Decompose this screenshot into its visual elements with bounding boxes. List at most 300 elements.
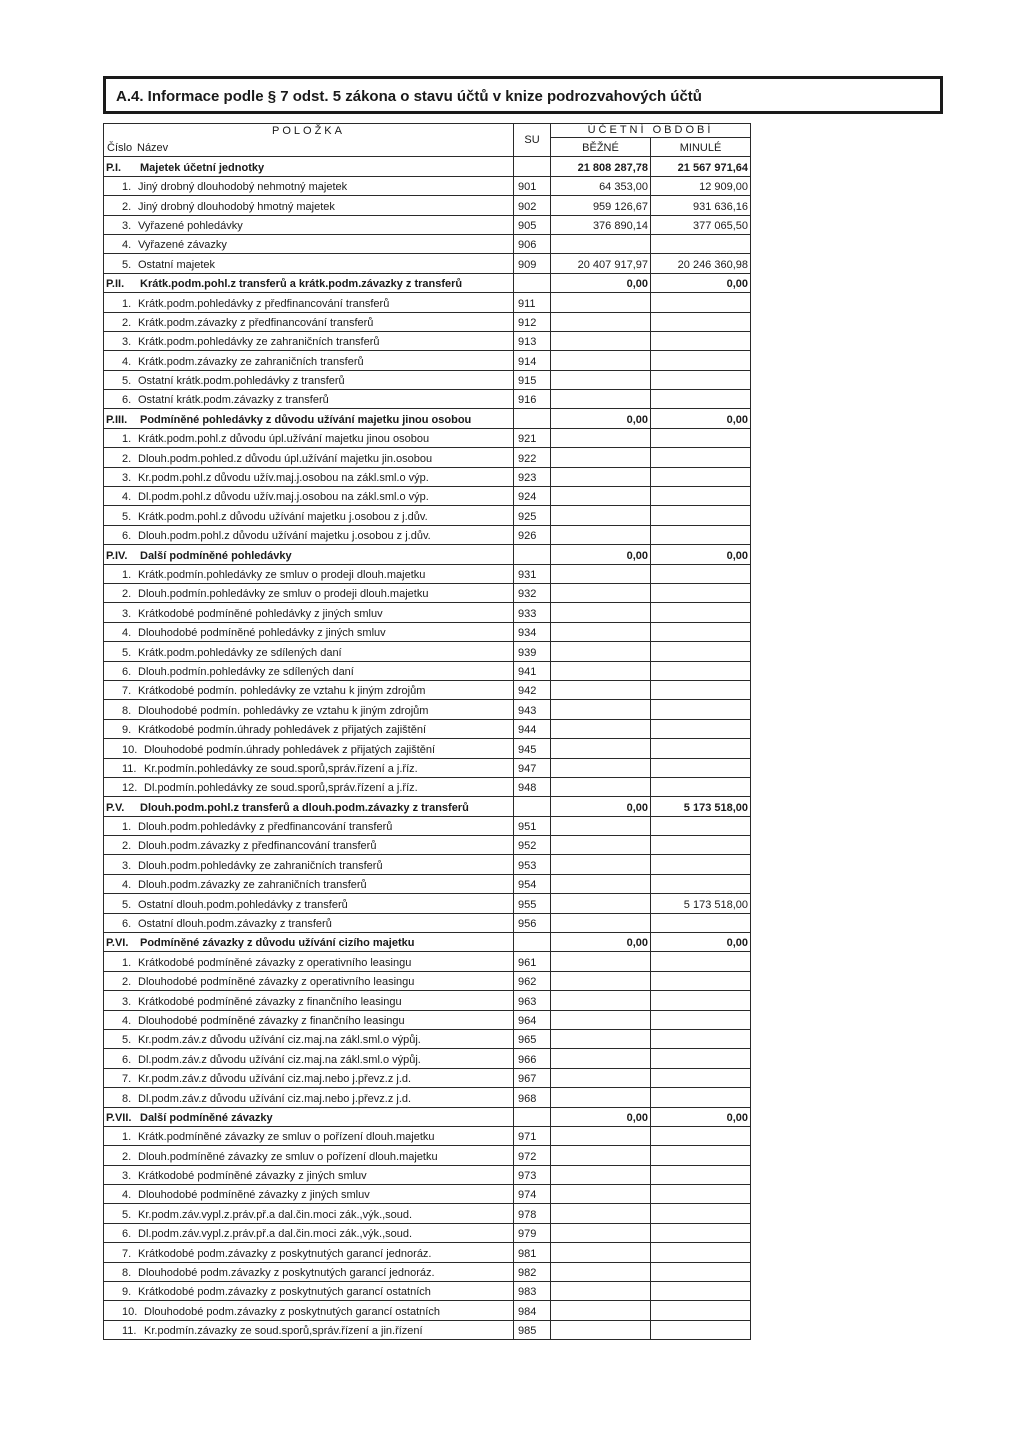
row-item (104, 1068, 514, 1087)
row-label: 5. (122, 898, 132, 911)
row-minule (651, 603, 751, 622)
row-su: 978 (514, 1204, 551, 1223)
row-name: Dlouh.podmín.pohledávky ze sdílených daní (138, 665, 354, 678)
row-bezne (551, 1126, 651, 1145)
table-row (104, 1126, 751, 1145)
row-name: Další podmíněné pohledávky (140, 549, 292, 562)
row-label: 5. (122, 510, 132, 523)
table-row (104, 1262, 751, 1281)
row-minule (651, 1320, 751, 1339)
row-label: 3. (122, 336, 132, 349)
row-bezne (551, 1029, 651, 1048)
row-label: 2. (122, 976, 132, 989)
row-label: 3. (122, 1170, 132, 1183)
row-bezne: 0,00 (551, 409, 651, 428)
row-minule: 5 173 518,00 (651, 797, 751, 816)
row-name: Krátkodobé podmíněné závazky z operativního leasingu (138, 956, 412, 969)
row-bezne (551, 525, 651, 544)
row-bezne (551, 390, 651, 409)
row-minule (651, 1282, 751, 1301)
row-su: 915 (514, 370, 551, 389)
row-bezne (551, 622, 651, 641)
row-item (104, 913, 514, 932)
row-su: 913 (514, 331, 551, 350)
table-row (104, 952, 751, 971)
row-su: 905 (514, 215, 551, 234)
row-su (514, 157, 551, 176)
table-row (104, 739, 751, 758)
row-minule: 5 173 518,00 (651, 894, 751, 913)
row-bezne: 21 808 287,78 (551, 157, 651, 176)
row-label: 7. (122, 1073, 132, 1086)
row-bezne (551, 506, 651, 525)
row-name: Ostatní krátk.podm.pohledávky z transferů (138, 375, 345, 388)
row-item (104, 1126, 514, 1145)
header-su: SU (514, 124, 551, 157)
row-su: 961 (514, 952, 551, 971)
row-name: Jiný drobný dlouhodobý nehmotný majetek (138, 181, 348, 194)
row-item (104, 196, 514, 215)
row-minule: 21 567 971,64 (651, 157, 751, 176)
table-row (104, 1204, 751, 1223)
row-su: 963 (514, 991, 551, 1010)
row-minule (651, 1223, 751, 1242)
row-item (104, 215, 514, 234)
row-minule (651, 390, 751, 409)
table-row (104, 370, 751, 389)
table-row (104, 234, 751, 253)
table-row (104, 603, 751, 622)
row-minule: 0,00 (651, 273, 751, 292)
row-label: 11. (122, 762, 137, 775)
row-bezne (551, 758, 651, 777)
row-name: Dl.podm.záv.vypl.z.práv.př.a dal.čin.moci zák.,výk.,soud. (138, 1228, 413, 1241)
row-su: 985 (514, 1320, 551, 1339)
row-su: 952 (514, 836, 551, 855)
row-name: Dlouhodobé podmíněné závazky z finančního leasingu (138, 1014, 405, 1027)
row-label: 4. (122, 239, 132, 252)
row-name: Dl.podmín.pohledávky ze soud.sporů,správ.řízení a j.říz. (144, 782, 418, 795)
row-label: 3. (122, 859, 132, 872)
table-row (104, 680, 751, 699)
row-item (104, 331, 514, 350)
row-name: Vyřazené pohledávky (138, 219, 243, 232)
row-bezne (551, 1223, 651, 1242)
row-label: 1. (122, 568, 132, 581)
row-minule (651, 583, 751, 602)
row-item (104, 234, 514, 253)
row-su: 906 (514, 234, 551, 253)
row-label: 10. (122, 1305, 138, 1318)
row-su: 981 (514, 1243, 551, 1262)
row-name: Dlouh.podm.pohl.z transferů a dlouh.podm.závazky z transferů (140, 801, 469, 814)
row-bezne (551, 1320, 651, 1339)
row-name: Krátkodobé podmíněné závazky z jiných smluv (138, 1170, 367, 1183)
row-item (104, 952, 514, 971)
table-row (104, 971, 751, 990)
row-bezne (551, 816, 651, 835)
table-row (104, 700, 751, 719)
row-minule (651, 1243, 751, 1262)
row-label: 6. (122, 1053, 132, 1066)
row-minule (651, 506, 751, 525)
row-label: P.VII. (106, 1111, 132, 1124)
row-item (104, 293, 514, 312)
row-minule (651, 370, 751, 389)
row-minule (651, 312, 751, 331)
row-minule (651, 1088, 751, 1107)
row-su: 944 (514, 719, 551, 738)
row-su: 925 (514, 506, 551, 525)
table-row (104, 1301, 751, 1320)
row-name: Dlouhodobé podmín. pohledávky ze vztahu k jiným zdrojům (138, 704, 429, 717)
row-label: 2. (122, 316, 132, 329)
row-su: 967 (514, 1068, 551, 1087)
table-row (104, 816, 751, 835)
row-bezne (551, 700, 651, 719)
row-su: 983 (514, 1282, 551, 1301)
row-name: Krátkodobé podm.závazky z poskytnutých garancí ostatních (138, 1286, 431, 1299)
row-minule (651, 622, 751, 641)
row-item (104, 254, 514, 273)
row-item (104, 176, 514, 195)
row-minule (651, 836, 751, 855)
row-name: Ostatní krátk.podm.závazky z transferů (138, 394, 329, 407)
row-su: 955 (514, 894, 551, 913)
row-bezne (551, 913, 651, 932)
row-bezne (551, 1068, 651, 1087)
row-name: Dl.podm.pohl.z důvodu užív.maj.j.osobou na zákl.sml.o výp. (138, 491, 429, 504)
row-bezne (551, 1243, 651, 1262)
row-name: Kr.podmín.závazky ze soud.sporů,správ.řízení a jin.řízení (144, 1325, 423, 1338)
row-minule (651, 1029, 751, 1048)
row-bezne (551, 1165, 651, 1184)
row-minule (651, 1262, 751, 1281)
row-minule (651, 661, 751, 680)
row-item (104, 506, 514, 525)
row-label: 3. (122, 995, 132, 1008)
row-label: P.VI. (106, 937, 129, 950)
table-row (104, 991, 751, 1010)
row-label: 6. (122, 665, 132, 678)
row-minule (651, 331, 751, 350)
row-item (104, 1088, 514, 1107)
row-bezne: 376 890,14 (551, 215, 651, 234)
row-item (104, 777, 514, 796)
row-su: 924 (514, 487, 551, 506)
row-item (104, 428, 514, 447)
row-label: 4. (122, 627, 132, 640)
table-row (104, 1165, 751, 1184)
row-name: Podmíněné pohledávky z důvodu užívání majetku jinou osobou (140, 413, 472, 426)
row-bezne (551, 855, 651, 874)
table-row (104, 176, 751, 195)
row-minule: 0,00 (651, 1107, 751, 1126)
section-row (104, 273, 751, 292)
row-label: 2. (122, 200, 132, 213)
row-minule (651, 719, 751, 738)
row-su: 911 (514, 293, 551, 312)
row-item (104, 1243, 514, 1262)
row-su: 964 (514, 1010, 551, 1029)
table-row (104, 1223, 751, 1242)
row-label: 4. (122, 1014, 132, 1027)
row-su (514, 1107, 551, 1126)
header-row-top (104, 124, 751, 138)
row-item (104, 1262, 514, 1281)
row-item (104, 874, 514, 893)
row-su: 948 (514, 777, 551, 796)
row-item (104, 991, 514, 1010)
row-label: 8. (122, 1092, 132, 1105)
row-su: 942 (514, 680, 551, 699)
row-name: Dlouh.podm.pohledávky ze zahraničních transferů (138, 859, 383, 872)
row-minule (651, 816, 751, 835)
table-row (104, 1049, 751, 1068)
row-su: 933 (514, 603, 551, 622)
off-balance-table (103, 123, 751, 1340)
table-row (104, 331, 751, 350)
row-su: 973 (514, 1165, 551, 1184)
row-su: 916 (514, 390, 551, 409)
row-bezne (551, 1146, 651, 1165)
row-label: 1. (122, 181, 132, 194)
row-minule (651, 758, 751, 777)
row-minule (651, 293, 751, 312)
row-name: Krátk.podmíněné závazky ze smluv o pořízení dlouh.majetku (138, 1131, 435, 1144)
row-label: 2. (122, 452, 132, 465)
row-bezne (551, 1049, 651, 1068)
table-row (104, 390, 751, 409)
row-label: 7. (122, 685, 132, 698)
section-row (104, 409, 751, 428)
row-minule (651, 564, 751, 583)
row-item (104, 370, 514, 389)
row-name: Ostatní majetek (138, 258, 216, 271)
table-row (104, 913, 751, 932)
row-su (514, 933, 551, 952)
row-minule (651, 1165, 751, 1184)
row-label: 1. (122, 1131, 132, 1144)
row-bezne: 64 353,00 (551, 176, 651, 195)
header-cislo: Číslo (107, 142, 133, 155)
row-label: 6. (122, 1228, 132, 1241)
row-minule (651, 487, 751, 506)
row-minule (651, 1146, 751, 1165)
row-su: 974 (514, 1185, 551, 1204)
table-row (104, 777, 751, 796)
table-row (104, 351, 751, 370)
row-item (104, 855, 514, 874)
row-minule: 12 909,00 (651, 176, 751, 195)
row-item (104, 1320, 514, 1339)
row-item (104, 642, 514, 661)
row-item (104, 487, 514, 506)
row-su: 931 (514, 564, 551, 583)
row-name: Ostatní dlouh.podm.závazky z transferů (138, 918, 332, 931)
row-su: 922 (514, 448, 551, 467)
row-name: Ostatní dlouh.podm.pohledávky z transferů (138, 898, 348, 911)
row-minule (651, 874, 751, 893)
row-bezne: 0,00 (551, 273, 651, 292)
row-label: 2. (122, 1150, 132, 1163)
table-row (104, 583, 751, 602)
row-bezne (551, 1282, 651, 1301)
row-label: 10. (122, 743, 138, 756)
row-name: Dlouhodobé podm.závazky z poskytnutých garancí ostatních (144, 1305, 440, 1318)
row-item (104, 739, 514, 758)
row-bezne (551, 312, 651, 331)
row-item (104, 564, 514, 583)
table-row (104, 506, 751, 525)
row-su: 934 (514, 622, 551, 641)
row-name: Dlouh.podm.pohledávky z předfinancování transferů (138, 821, 393, 834)
row-minule (651, 700, 751, 719)
row-item (104, 661, 514, 680)
row-su: 941 (514, 661, 551, 680)
header-nazev: Název (137, 142, 169, 155)
row-name: Krátkodobé podm.závazky z poskytnutých garancí jednoráz. (138, 1247, 432, 1260)
table-row (104, 1010, 751, 1029)
row-bezne (551, 467, 651, 486)
row-name: Krátkodobé podmíněné závazky z finančního leasingu (138, 995, 402, 1008)
table-row (104, 642, 751, 661)
row-minule (651, 234, 751, 253)
row-label: 5. (122, 258, 132, 271)
row-name: Dl.podm.záv.z důvodu užívání ciz.maj.nebo j.převz.z j.d. (138, 1092, 412, 1105)
row-bezne (551, 836, 651, 855)
row-item (104, 719, 514, 738)
header-polozka: POLOŽKA (104, 124, 514, 138)
table-row (104, 719, 751, 738)
row-label: 3. (122, 219, 132, 232)
row-label: 2. (122, 588, 132, 601)
row-su: 965 (514, 1029, 551, 1048)
row-minule (651, 1301, 751, 1320)
row-name: Kr.podm.záv.z důvodu užívání ciz.maj.na zákl.sml.o výpůj. (138, 1034, 421, 1047)
row-name: Krátk.podm.pohledávky z předfinancování transferů (138, 297, 390, 310)
row-item (104, 409, 514, 428)
row-su: 914 (514, 351, 551, 370)
row-label: 1. (122, 433, 132, 446)
table-row (104, 1320, 751, 1339)
row-bezne (551, 739, 651, 758)
row-minule (651, 467, 751, 486)
row-item (104, 1223, 514, 1242)
row-su: 901 (514, 176, 551, 195)
table-row (104, 1068, 751, 1087)
row-bezne: 0,00 (551, 545, 651, 564)
row-item (104, 525, 514, 544)
table-row (104, 196, 751, 215)
row-name: Kr.podm.pohl.z důvodu užív.maj.j.osobou na zákl.sml.o výp. (138, 472, 429, 485)
row-item (104, 351, 514, 370)
row-label: 11. (122, 1325, 137, 1338)
row-item (104, 603, 514, 622)
row-item (104, 1049, 514, 1068)
row-name: Krátkodobé podmín.úhrady pohledávek z přijatých zajištění (138, 724, 427, 737)
row-name: Dlouhodobé podm.závazky z poskytnutých garancí jednoráz. (138, 1267, 435, 1280)
row-bezne (551, 564, 651, 583)
row-name: Kr.podmín.pohledávky ze soud.sporů,správ.řízení a j.říz. (144, 762, 418, 775)
row-su: 932 (514, 583, 551, 602)
row-su: 902 (514, 196, 551, 215)
table-row (104, 312, 751, 331)
row-su: 943 (514, 700, 551, 719)
row-minule: 0,00 (651, 409, 751, 428)
row-name: Dlouhodobé podmíněné pohledávky z jiných smluv (138, 627, 386, 640)
row-su: 953 (514, 855, 551, 874)
row-minule (651, 971, 751, 990)
table-row (104, 1282, 751, 1301)
row-item (104, 545, 514, 564)
row-label: P.III. (106, 413, 128, 426)
row-label: 5. (122, 1208, 132, 1221)
row-name: Dlouh.podmíněné závazky ze smluv o pořízení dlouh.majetku (138, 1150, 438, 1163)
row-su (514, 797, 551, 816)
row-bezne (551, 680, 651, 699)
row-item (104, 390, 514, 409)
row-bezne: 959 126,67 (551, 196, 651, 215)
row-item (104, 157, 514, 176)
row-bezne (551, 583, 651, 602)
row-bezne (551, 991, 651, 1010)
row-bezne: 0,00 (551, 797, 651, 816)
row-item (104, 758, 514, 777)
row-label: 3. (122, 472, 132, 485)
row-su: 982 (514, 1262, 551, 1281)
row-su: 923 (514, 467, 551, 486)
row-name: Krátkodobé podmín. pohledávky ze vztahu k jiným zdrojům (138, 685, 426, 698)
header-bezne: BĚŽNÉ (551, 138, 651, 157)
row-minule (651, 913, 751, 932)
row-su (514, 409, 551, 428)
row-item (104, 971, 514, 990)
table-row (104, 467, 751, 486)
section-row (104, 797, 751, 816)
row-minule: 0,00 (651, 933, 751, 952)
row-minule (651, 428, 751, 447)
table-row (104, 894, 751, 913)
row-bezne (551, 971, 651, 990)
row-su: 921 (514, 428, 551, 447)
row-name: Podmíněné závazky z důvodu užívání cizího majetku (140, 937, 415, 950)
table-row (104, 1243, 751, 1262)
row-name: Dlouhodobé podmíněné závazky z jiných smluv (138, 1189, 370, 1202)
row-bezne (551, 428, 651, 447)
row-bezne (551, 293, 651, 312)
row-name: Kr.podm.záv.vypl.z.práv.př.a dal.čin.moci zák.,výk.,soud. (138, 1208, 413, 1221)
row-label: 9. (122, 1286, 132, 1299)
row-bezne (551, 874, 651, 893)
row-bezne (551, 642, 651, 661)
table-row (104, 758, 751, 777)
row-item (104, 1301, 514, 1320)
table-row (104, 525, 751, 544)
row-bezne: 0,00 (551, 933, 651, 952)
row-su: 954 (514, 874, 551, 893)
row-su: 951 (514, 816, 551, 835)
row-name: Dlouh.podm.pohl.z důvodu užívání majetku j.osobou z j.dův. (138, 530, 431, 543)
table-row (104, 1146, 751, 1165)
row-item (104, 680, 514, 699)
section-row (104, 545, 751, 564)
row-name: Dlouh.podmín.pohledávky ze smluv o prodeji dlouh.majetku (138, 588, 429, 601)
row-minule (651, 525, 751, 544)
row-minule (651, 855, 751, 874)
row-bezne (551, 487, 651, 506)
row-name: Dlouhodobé podmíněné závazky z operativního leasingu (138, 976, 415, 989)
